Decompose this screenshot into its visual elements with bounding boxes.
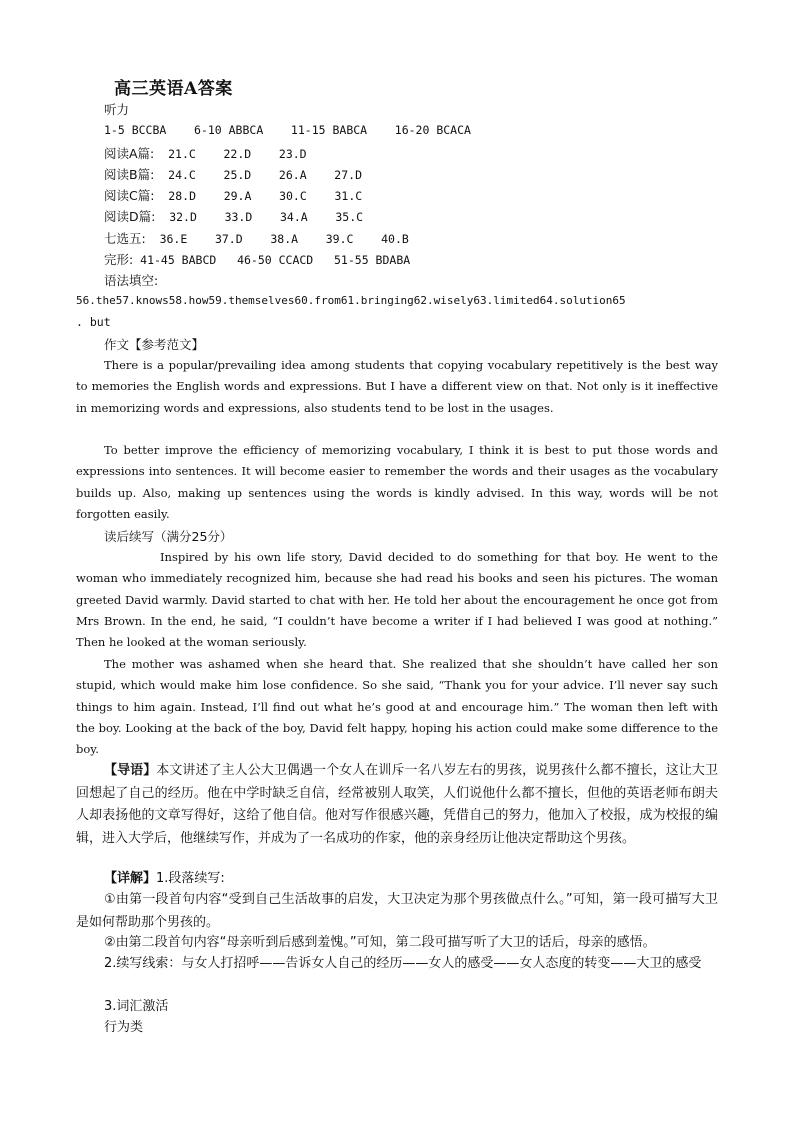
detail-item-5: 行为类 [104,1020,144,1035]
detail-item-2: ②由第二段首句内容“母亲听到后感到羞愧。”可知，第二段可描写听了大卫的话后，母亲的感悟。 [104,935,656,950]
grammar-answers-line2: . but [76,315,111,329]
reading-b-answers: 24.C 25.D 26.A 27.D [154,168,363,182]
grammar-label: 语法填空: [104,273,159,288]
reading-c-label: 阅读C篇: [104,188,155,203]
essay-paragraph-1: There is a popular/prevailing idea among students that copying vocabulary repetitively is the best way to memories the English words and expressions. But I have a different view on that. Not only is it ineffective in memorizing words and expressions, also students tend to be lost in the usages. [76,358,718,415]
continuation-paragraph-2: The mother was ashamed when she heard that. She realized that she shouldn’t have called her son stupid, which would make him lose confidence. So she said, “Thank you for your advice. I’ll never say such things to him again. Instead, I’ll find out what he’s good at and encourage him.” The woman then left with the boy. Looking at the back of the boy, David felt happy, hoping his action could make some difference to the boy. [76,657,718,757]
detail-tag: 【详解】 [104,871,157,886]
document-title: 高三英语A答案 [114,79,233,99]
seven-choice-label: 七选五: [104,231,146,246]
reading-d-row [104,207,363,225]
reading-b-row [104,165,362,183]
reading-a-row [104,144,307,162]
detail-item-1: ①由第一段首句内容“受到自己生活故事的启发，大卫决定为那个男孩做点什么。”可知，第一段可描写大卫是如何帮助那个男孩的。 [76,892,718,930]
reading-c-answers: 28.D 29.A 30.C 31.C [154,189,363,203]
cloze-row [104,250,410,268]
guide-text: 本文讲述了主人公大卫偶遇一个女人在训斥一名八岁左右的男孩，说男孩什么都不擅长，这让大卫回想起了自己的经历。他在中学时缺乏自信，经常被别人取笑，人们说他什么都不擅长，但他的英语老师布朗夫人却表扬他的文章写得好，这给了他自信。他对写作很感兴趣，凭借自己的努力，他加入了校报，成为校报的编辑，进入大学后，他继续写作，并成为了一名成功的作家，他的亲身经历让他决定帮助这个男孩。 [76,763,718,846]
cloze-label: 完形: [104,252,134,267]
detail-head-text: 1.段落续写: [156,871,225,886]
cloze-answers: 41-45 BABCD 46-50 CCACD 51-55 BDABA [133,253,411,267]
grammar-answers-line1: 56.the57.knows58.how59.themselves60.from61.bringing62.wisely63.limited64.solution65 [76,294,626,307]
seven-choice-answers: 36.E 37.D 38.A 39.C 40.B [145,232,409,246]
reading-a-answers: 21.C 22.D 23.D [154,147,307,161]
reading-c-row [104,186,362,204]
listening-label: 听力 [104,102,130,117]
detail-item-4: 3.词汇激活 [104,999,169,1014]
reading-a-label: 阅读A篇: [104,146,155,161]
guide-paragraph [76,760,718,850]
continuation-paragraph-1: Inspired by his own life story, David decided to do something for that boy. He went to the woman who immediately recognized him, because she had read his books and seen his pictures. The woman greeted David warmly. David started to chat with her. He told her about the encouragement he once got from Mrs Brown. In the end, he said, “I couldn’t have become a writer if I had believed I was good at nothing.” Then he looked at the woman seriously. [76,550,718,650]
continuation-label: 读后续写（满分25分） [104,529,233,544]
listening-answers: 1-5 BCCBA 6-10 ABBCA 11-15 BABCA 16-20 BCACA [104,123,471,137]
essay-label: 作文【参考范文】 [104,337,205,352]
guide-tag: 【导语】 [104,763,157,778]
reading-d-answers: 32.D 33.D 34.A 35.C [155,210,364,224]
seven-choice-row [104,229,409,247]
detail-item-3: 2.续写线索：与女人打招呼——告诉女人自己的经历——女人的感受——女人态度的转变——大卫的感受 [104,956,702,971]
detail-heading [76,868,718,891]
essay-paragraph-2: To better improve the efficiency of memorizing vocabulary, I think it is best to put those words and expressions into sentences. It will become easier to remember the words and their usages as the vocabulary builds up. Also, making up sentences using the words is kindly advised. In this way, words will be not forgotten easily. [76,443,718,521]
reading-d-label: 阅读D篇: [104,209,156,224]
reading-b-label: 阅读B篇: [104,167,155,182]
